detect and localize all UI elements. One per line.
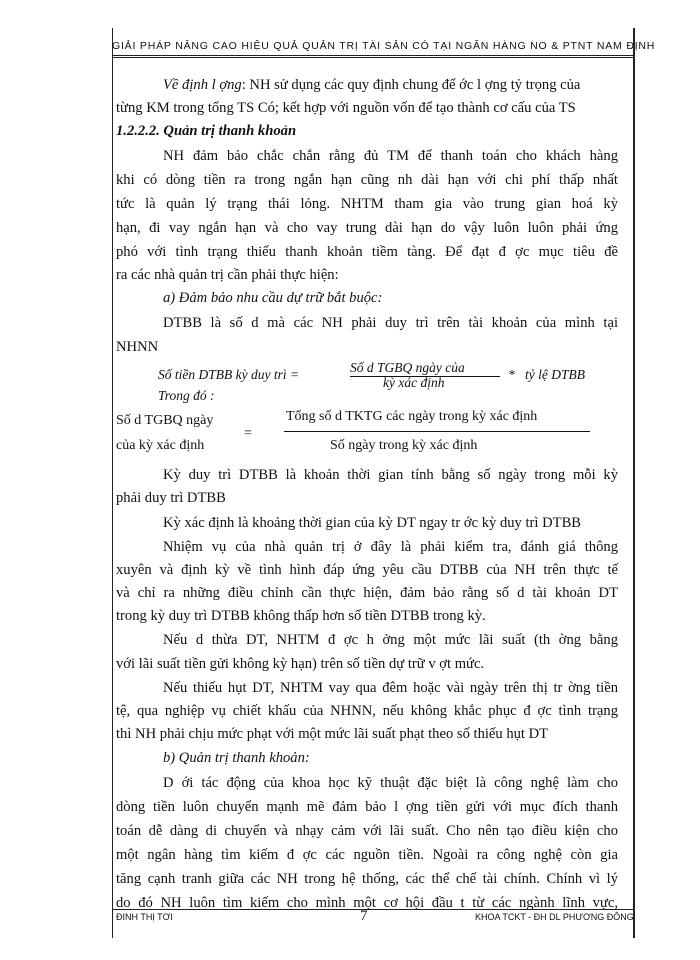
para-3-line-1: DTBB là số d mà các NH phải duy trì trên tài khoản của mình tại	[163, 315, 618, 331]
para-5: Kỳ xác định là khoảng thời gian của kỳ DT ngay tr ớc kỳ duy trì DTBB	[163, 515, 582, 531]
page-number: 7	[360, 908, 368, 924]
running-header: GIẢI PHÁP NÂNG CAO HIỆU QUẢ QUẢN TRỊ TÀI SẢN CÓ TẠI NGÂN HÀNG NO & PTNT NAM ĐỊNH	[112, 40, 656, 52]
formula-1-numerator: Số d TGBQ ngày của	[350, 360, 465, 375]
para-8-line-3: thì NH phải chịu mức phạt với một mức lãi suất phạt theo số thiếu hụt DT	[116, 726, 549, 742]
formula-1-rhs: tỷ lệ DTBB	[525, 367, 585, 382]
para-8-line-1: Nếu thiếu hụt DT, NHTM vay qua đêm hoặc vài ngày trên thị tr ờng tiền	[163, 680, 618, 696]
para-1-rest: : NH sử dụng các quy định chung để ớc l ợng tỷ trọng của	[241, 77, 581, 93]
para-9-line-2: dòng tiền luôn chuyển mạnh mẽ đảm bảo l ợng tiền gửi với mục đích thanh	[116, 799, 618, 815]
formula-2-lhs-line-2: của kỳ xác định	[116, 438, 205, 453]
para-6-line-3: và chỉ ra những điều chỉnh cần thực hiện, đảm bảo rằng số d tài khoản DT	[116, 585, 618, 601]
para-9-line-4: một ngân hàng tìm kiếm đ ợc các nguồn tiền. Ngoài ra công nghệ còn gia	[116, 847, 618, 863]
formula-2-equals: =	[244, 426, 252, 441]
para-2-line-6: ra các nhà quản trị cần phải thực hiện:	[116, 267, 339, 283]
formula-2-denominator: Số ngày trong kỳ xác định	[330, 438, 478, 453]
para-7-line-2: với lãi suất tiền gửi không kỳ hạn) trên số tiền dự trữ v ợt mức.	[116, 656, 485, 672]
para-1-line-1	[163, 75, 580, 95]
formula-1-denominator: kỳ xác định	[383, 375, 445, 390]
subheading-a: a) Đảm bảo nhu cầu dự trữ bắt buộc:	[163, 290, 383, 306]
footer-faculty: KHOA TCKT - ĐH DL PHƯƠNG ĐÔNG	[475, 912, 634, 922]
where-label: Trong đó :	[158, 388, 215, 403]
para-2-line-3: tức là quản lý trạng thái lỏng. NHTM tham gia vào trung gian hoá kỳ	[116, 196, 618, 212]
para-6-line-4: trong kỳ duy trì DTBB không thấp hơn số tiền DTBB trong kỳ.	[116, 608, 486, 624]
para-1-lead: Về định l ợng	[163, 77, 242, 93]
para-6-line-2: xuyên và định kỳ về tình hình đáp ứng yêu cầu DTBB của NH trên thực tế	[116, 562, 618, 578]
para-3-line-2: NHNN	[116, 339, 159, 355]
formula-2-fraction-bar	[284, 431, 590, 432]
para-8-line-2: tệ, qua nghiệp vụ chiết khấu của NHNN, nếu không khắc phục đ ợc tình trạng	[116, 703, 618, 719]
section-heading: 1.2.2.2. Quản trị thanh khoản	[116, 123, 297, 139]
footer-rule	[112, 909, 634, 910]
para-1-line-2: từng KM trong tổng TS Có; kết hợp với nguồn vốn để tạo thành cơ cấu của TS	[116, 100, 576, 116]
para-2-line-5: phó với tình trạng thiếu thanh khoản tiềm tàng. Để đạt đ ợc mục tiêu đề	[116, 244, 618, 260]
formula-1-multiply: *	[508, 367, 515, 382]
para-9-line-3: toán dễ dàng di chuyển và nhạy cảm với lãi suất. Cho nên tạo điều kiện cho	[116, 823, 618, 839]
para-7-line-1: Nếu d thừa DT, NHTM đ ợc h ởng một mức lãi suất (th ờng bằng	[163, 632, 618, 648]
para-2-line-1: NH đảm bảo chắc chắn rằng đủ TM để thanh toán cho khách hàng	[163, 148, 618, 164]
para-2-line-4: hạn, đi vay ngắn hạn và cho vay trung dài hạn do vậy luôn luôn phải ứng	[116, 220, 618, 236]
para-9-line-5: tăng cạnh tranh giữa các NH trong hệ thống, các thể chế tài chính. Chính vì lý	[116, 871, 618, 887]
para-9-line-1: D ới tác động của khoa học kỹ thuật đặc biệt là công nghệ làm cho	[163, 775, 618, 791]
para-4-line-2: phải duy trì DTBB	[116, 490, 226, 506]
formula-2-numerator: Tổng số d TKTG các ngày trong kỳ xác định	[286, 409, 538, 424]
para-2-line-2: khi có dòng tiền ra trong ngắn hạn cũng nh dài hạn với chi phí thấp nhất	[116, 172, 618, 188]
para-9-line-6: do đó NH luôn tìm kiếm cho mình một cơ hội đầu t từ các ngành lĩnh vực,	[116, 895, 618, 911]
para-4-line-1: Kỳ duy trì DTBB là khoản thời gian tính bằng số ngày trong mỗi kỳ	[163, 467, 618, 483]
subheading-b: b) Quản trị thanh khoản:	[163, 750, 310, 766]
formula-2-lhs-line-1: Số d TGBQ ngày	[116, 413, 214, 428]
header-rule	[112, 55, 634, 58]
footer-author: ĐINH THỊ TƠI	[116, 912, 173, 922]
para-6-line-1: Nhiệm vụ của nhà quản trị ở đây là phải kiểm tra, đánh giá thông	[163, 539, 618, 555]
formula-1-lhs: Số tiền DTBB kỳ duy trì =	[158, 367, 300, 382]
